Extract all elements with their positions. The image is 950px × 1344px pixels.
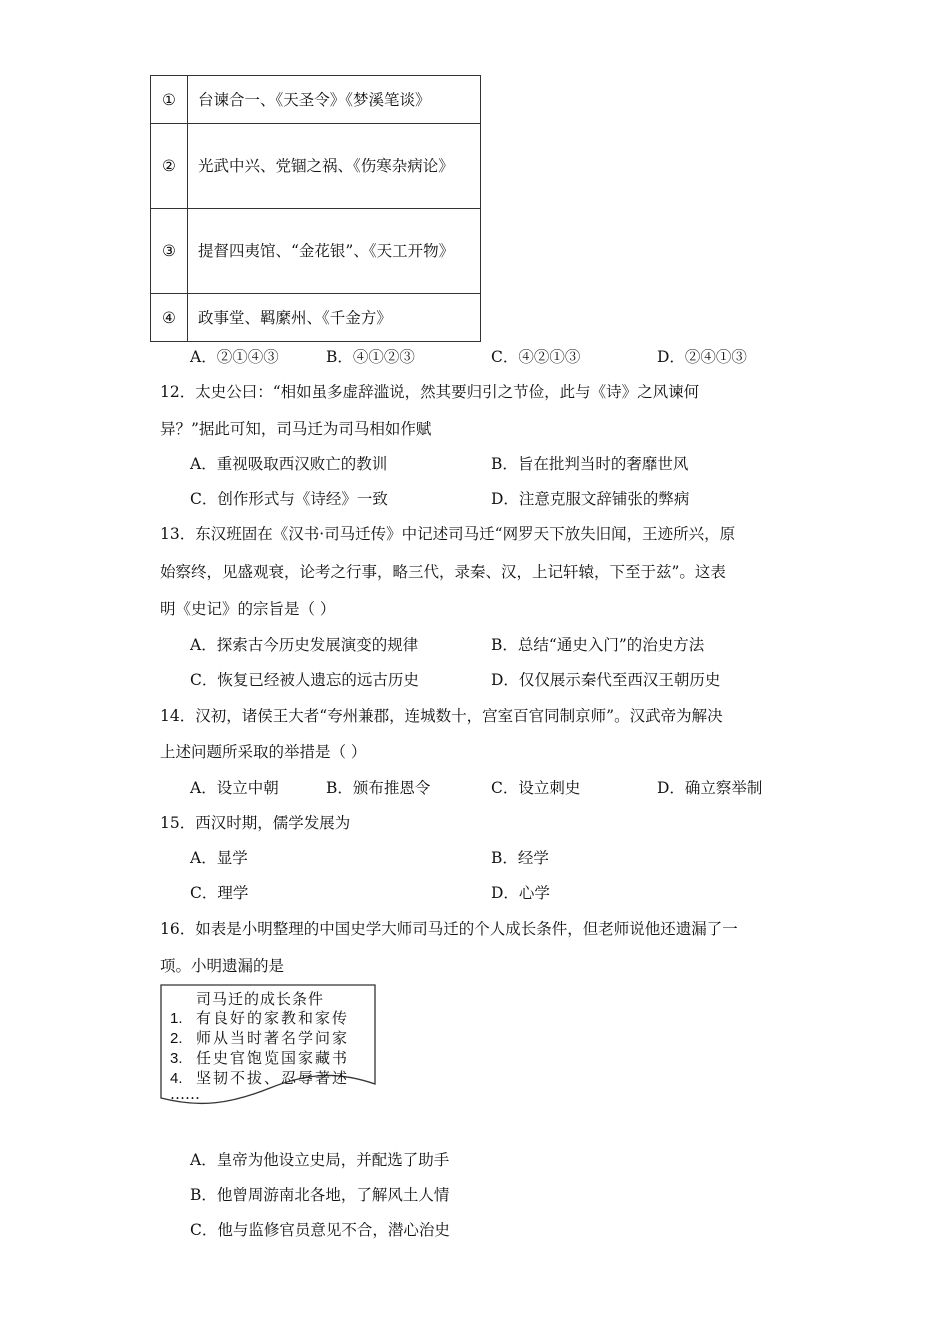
q16-stem-line1: 16．如表是小明整理的中国史学大师司马迁的个人成长条件，但老师说他还遗漏了一 [160, 920, 738, 938]
row-text: 提督四夷馆、“金花银”、《天工开物》 [188, 209, 481, 294]
q16-option-c[interactable]: C．他与监修官员意见不合，潜心治史 [190, 1221, 450, 1239]
row-text: 光武中兴、党锢之祸、《伤寒杂病论》 [188, 124, 481, 209]
q14-option-a[interactable]: A．设立中朝 [190, 779, 279, 797]
table-row [151, 209, 481, 294]
q14-stem-line1: 14．汉初，诸侯王大者“夸州兼郡，连城数十，宫室百官同制京师”。汉武帝为解决 [160, 707, 723, 725]
card-item: 3. 任史官饱览国家藏书 [170, 1049, 350, 1067]
q11-option-c[interactable]: C．④②①③ [491, 348, 581, 366]
row-text: 政事堂、羁縻州、《千金方》 [188, 294, 481, 342]
row-number: ④ [151, 294, 188, 342]
table-row [151, 124, 481, 209]
q11-option-b[interactable]: B．④①②③ [326, 348, 415, 366]
q13-option-d[interactable]: D．仅仅展示秦代至西汉王朝历史 [491, 671, 721, 689]
q12-stem-line2: 异？”据此可知，司马迁为司马相如作赋 [160, 420, 432, 438]
q14-option-d[interactable]: D．确立察举制 [657, 779, 763, 797]
sequence-table [150, 75, 481, 342]
q15-option-d[interactable]: D．心学 [491, 884, 550, 902]
q13-option-c[interactable]: C．恢复已经被人遗忘的远古历史 [190, 671, 419, 689]
q11-option-d[interactable]: D．②④①③ [657, 348, 747, 366]
q16-stem-line2: 项。小明遗漏的是 [160, 957, 285, 975]
q12-option-a[interactable]: A．重视吸取西汉败亡的教训 [190, 455, 388, 473]
card-ellipsis: …… [170, 1085, 200, 1103]
q14-stem-line2: 上述问题所采取的举措是（ ） [160, 743, 367, 761]
row-text: 台谏合一、《天圣令》《梦溪笔谈》 [188, 76, 481, 124]
q15-option-c[interactable]: C．理学 [190, 884, 249, 902]
row-number: ① [151, 76, 188, 124]
q12-stem-line1: 12．太史公曰：“相如虽多虚辞滥说，然其要归引之节俭，此与《诗》之风谏何 [160, 383, 700, 401]
card-title: 司马迁的成长条件 [195, 990, 324, 1008]
q12-option-b[interactable]: B．旨在批判当时的奢靡世风 [491, 455, 689, 473]
row-number: ③ [151, 209, 188, 294]
row-number: ② [151, 124, 188, 209]
q16-option-a[interactable]: A．皇帝为他设立史局，并配选了助手 [190, 1151, 450, 1169]
q12-option-d[interactable]: D．注意克服文辞铺张的弊病 [491, 490, 690, 508]
card-item: 4. 坚韧不拔、忍辱著述 [170, 1069, 350, 1087]
q13-stem-line3: 明《史记》的宗旨是（ ） [160, 600, 336, 618]
growth-conditions-card [160, 984, 376, 1112]
q13-stem-line1: 13．东汉班固在《汉书·司马迁传》中记述司马迁“网罗天下放失旧闻，王迹所兴，原 [160, 525, 736, 543]
q14-option-b[interactable]: B．颁布推恩令 [326, 779, 431, 797]
q12-option-c[interactable]: C．创作形式与《诗经》一致 [190, 490, 388, 508]
card-item: 2. 师从当时著名学问家 [170, 1029, 350, 1047]
q15-option-b[interactable]: B．经学 [491, 849, 549, 867]
table-row [151, 294, 481, 342]
q13-stem-line2: 始察终，见盛观衰，论考之行事，略三代，录秦、汉，上记轩辕，下至于兹”。这表 [160, 563, 726, 581]
q15-stem: 15．西汉时期，儒学发展为 [160, 814, 351, 832]
q15-option-a[interactable]: A．显学 [190, 849, 248, 867]
card-item: 1. 有良好的家教和家传 [170, 1009, 350, 1027]
q11-option-a[interactable]: A．②①④③ [190, 348, 279, 366]
q13-option-a[interactable]: A．探索古今历史发展演变的规律 [190, 636, 419, 654]
q14-option-c[interactable]: C．设立刺史 [491, 779, 581, 797]
q13-option-b[interactable]: B．总结“通史入门”的治史方法 [491, 636, 705, 654]
q16-option-b[interactable]: B．他曾周游南北各地，了解风土人情 [190, 1186, 450, 1204]
table-row [151, 76, 481, 124]
